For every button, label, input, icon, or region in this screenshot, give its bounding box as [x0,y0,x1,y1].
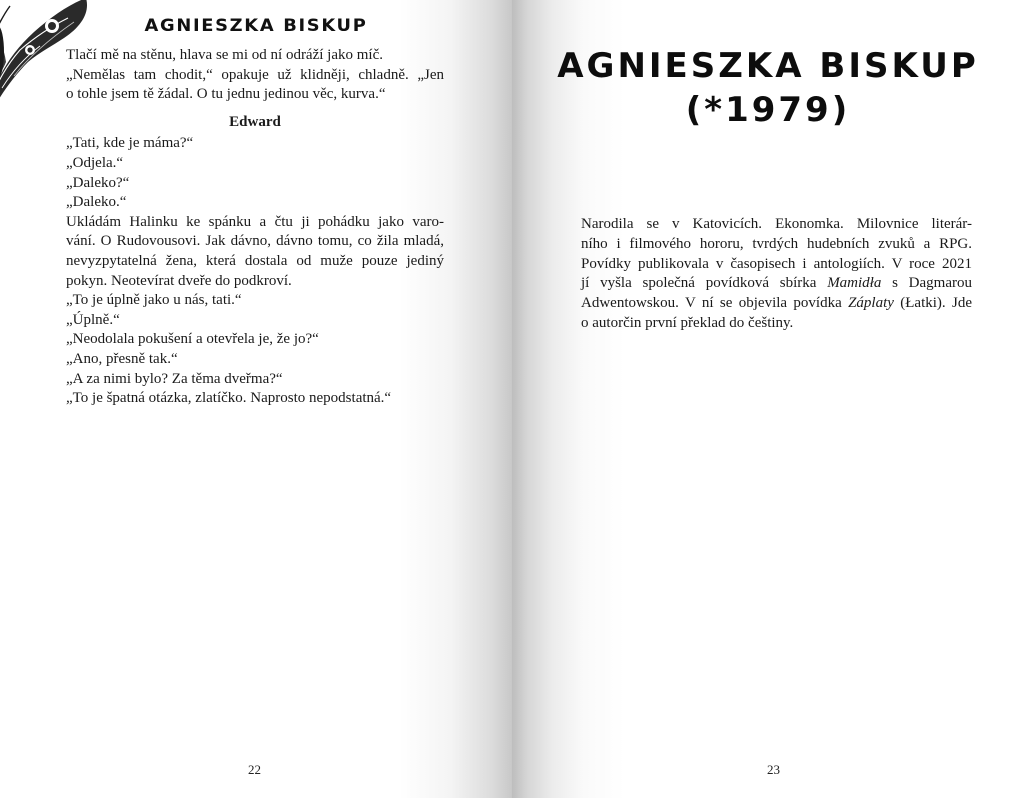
text-line: pokyn. Neotevírat dveře do podkroví. [66,272,292,289]
author-bio [581,215,972,334]
bio-line [581,274,972,294]
text-line: „Tati, kde je máma?“ [66,135,194,152]
bio-text-run: (Łatki). Jde [893,295,972,312]
text-line: „Daleko.“ [66,194,127,211]
right-page [512,0,1024,798]
text-line: „Daleko?“ [66,174,130,191]
story-title-zaplaty: Záplaty [848,295,894,312]
text-line: „Úplně.“ [66,311,120,328]
story-text [66,46,444,409]
text-line: „To je špatná otázka, zlatíčko. Naprosto nepodstatná.“ [66,390,392,407]
text-line: „Odjela.“ [66,154,124,171]
bio-text-run: s Dagmarou [881,275,972,292]
text-line: „Neodolala pokušení a otevřela je, že jo?“ [66,331,319,348]
text-line: „Ano, přesně tak.“ [66,350,178,367]
text-line: „A za nimi bylo? Za těma dveřma?“ [66,370,283,387]
bio-text-run: jí vyšla společná povídková sbírka [581,275,828,292]
running-head: AGNIESZKA BISKUP [144,16,368,36]
author-years-heading: (*1979) [685,90,851,130]
bio-line: Povídky publikovala v časopisech i antologiích. V roce 2021 [581,255,972,272]
bio-line [581,294,972,314]
text-line: nevyzpytatelná žena, která dostala od muže pouze jediný [66,252,444,269]
bio-line: o autorčin první překlad do češtiny. [581,314,794,331]
text-line: o tohle jsem tě žádal. O tu jednu jedinou věc, kurva.“ [66,86,386,103]
bio-line: Narodila se v Katovicích. Ekonomka. Milovnice literár- [581,216,972,232]
page-number: 22 [248,762,261,777]
bio-text-run: Adwentowskou. V ní se objevila povídka [581,295,849,312]
text-line: Ukládám Halinku ke spánku a čtu ji pohádku jako varo- [66,213,444,230]
text-line: vání. O Rudovousovi. Jak dávno, dávno tomu, co žila mladá, [66,233,444,250]
page-number: 23 [767,762,780,777]
bio-line: ního i filmového hororu, tvrdých hudebních zvuků a RPG. [581,235,972,252]
book-title-mamidla: Mamidła [827,275,882,292]
text-line: Tlačí mě na stěnu, hlava se mi od ní odráží jako míč. [66,47,383,63]
section-heading: Edward [229,113,281,130]
text-line: „Nemělas tam chodit,“ opakuje už klidněji, chladně. „Jen [66,66,444,83]
text-line: „To je úplně jako u nás, tati.“ [66,292,242,309]
author-name-heading: AGNIESZKA BISKUP [557,46,979,86]
